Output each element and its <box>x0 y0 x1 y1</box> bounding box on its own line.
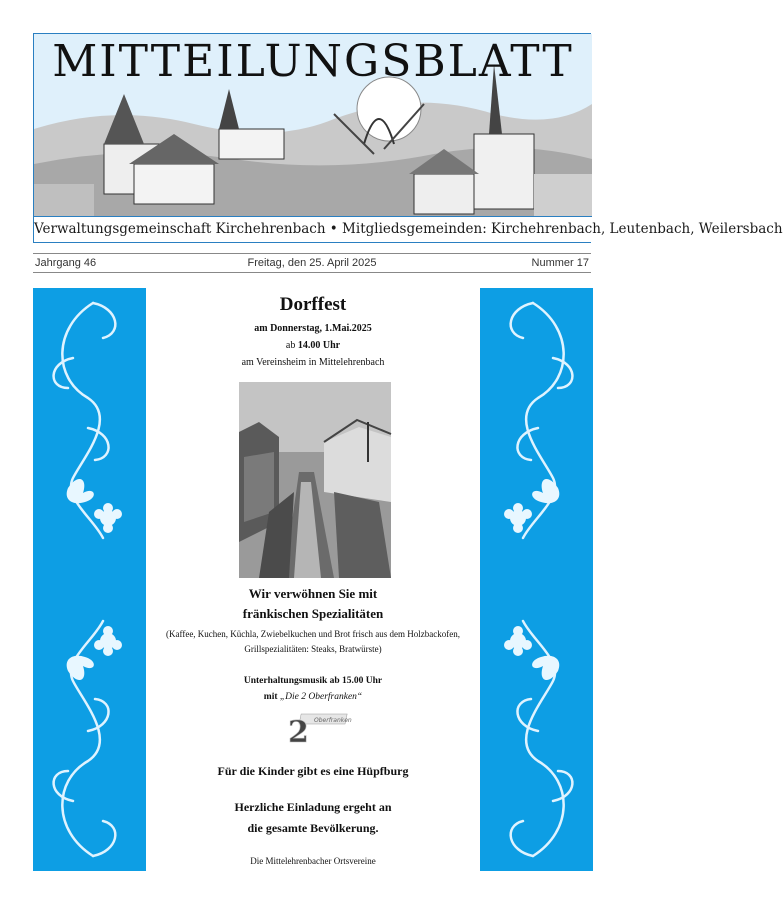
organizer-signature: Die Mittelehrenbacher Ortsvereine <box>250 856 376 866</box>
volume-label: Jahrgang 46 <box>35 257 97 269</box>
headline-line-1: Wir verwöhnen Sie mit <box>248 586 378 601</box>
invitation-line-2: die gesamte Bevölkerung. <box>247 821 379 835</box>
event-time-value: 14.00 Uhr <box>297 340 341 351</box>
event-announcement <box>146 288 480 871</box>
event-time-prefix: ab <box>285 340 298 351</box>
event-title: Dorffest <box>279 294 347 315</box>
band-logo <box>284 710 350 748</box>
issue-info-line <box>33 253 591 273</box>
masthead-title: MITTEILUNGSBLATT <box>52 36 574 87</box>
masthead-subtitle: Verwaltungsgemeinschaft Kirchehrenbach • Mitgliedsgemeinden: Kirchehrenbach, Leutenbach, Weilersbach <box>34 216 592 242</box>
invitation-line-1: Herzliche Einladung ergeht an <box>234 800 392 814</box>
left-ornament-panel <box>33 288 146 871</box>
issue-number: Nummer 17 <box>531 257 589 269</box>
band-prefix: mit <box>263 692 280 702</box>
menu-details-line-1: (Kaffee, Kuchen, Küchla, Zwiebelkuchen und Brot frisch aus dem Holzbackofen, <box>166 629 460 639</box>
floral-ornament-icon <box>480 288 593 871</box>
event-location: am Vereinsheim in Mittelehrenbach <box>241 357 385 368</box>
menu-details-line-2: Grillspezialitäten: Steaks, Bratwürste) <box>244 644 382 654</box>
right-ornament-panel <box>480 288 593 871</box>
band-name: „Die 2 Oberfranken“ <box>279 692 363 702</box>
music-line: Unterhaltungsmusik ab 15.00 Uhr <box>243 676 383 686</box>
event-time <box>146 340 480 351</box>
floral-ornament-icon <box>33 288 146 871</box>
kids-attraction: Für die Kinder gibt es eine Hüpfburg <box>217 764 409 778</box>
band-logo-number: 2 <box>288 715 309 750</box>
village-photo <box>239 382 391 578</box>
masthead <box>33 33 783 243</box>
headline-line-2: fränkischen Spezialitäten <box>242 606 384 621</box>
village-street-image <box>239 382 391 578</box>
band-logo-text: Oberfranken <box>314 717 352 724</box>
issue-date: Freitag, den 25. April 2025 <box>247 257 377 269</box>
event-date: am Donnerstag, 1.Mai.2025 <box>254 323 372 334</box>
band-line <box>146 692 480 702</box>
